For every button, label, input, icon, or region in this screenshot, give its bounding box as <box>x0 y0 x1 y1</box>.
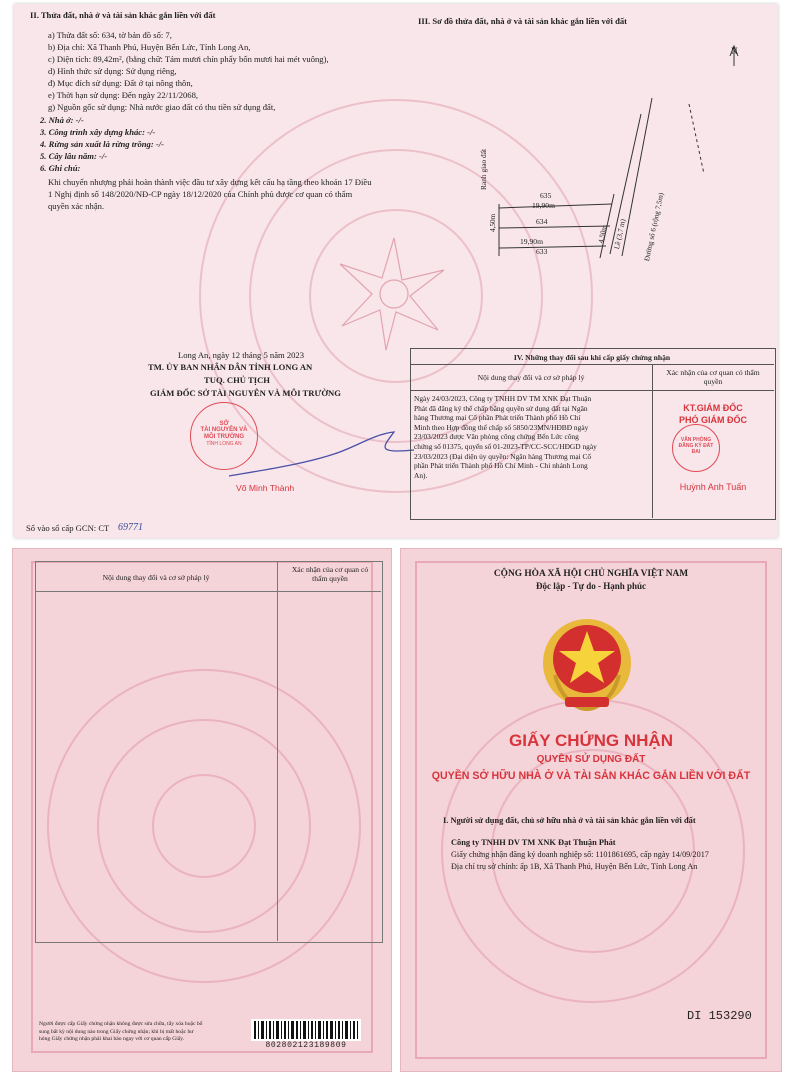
changes-table-empty <box>35 561 383 943</box>
notes-title: 6. Ghi chú: <box>40 163 81 173</box>
certificate-cover-page <box>400 548 782 1072</box>
left-width-label: 4,50m <box>489 213 497 232</box>
change-entry <box>414 394 652 480</box>
change-line: An). <box>414 470 428 480</box>
change-line: Ngày 24/03/2023, Công ty TNHH DV TM XNK Đạt Thuận <box>414 394 592 403</box>
office-seal-icon <box>672 424 720 472</box>
table-column-rule <box>277 561 278 941</box>
sign-role-2: GIÁM ĐỐC SỞ TÀI NGUYÊN VÀ MÔI TRƯỜNG <box>150 388 341 398</box>
serial-number: DI 153290 <box>687 1009 752 1023</box>
top-length-label: 19,90m <box>532 201 555 210</box>
sign-role: TUQ. CHỦ TỊCH <box>204 375 270 385</box>
notes-line-2: 1 Nghị định số 148/2020/NĐ-CP ngày 18/12/2020 của Chính phủ được cơ quan có thẩm <box>48 189 353 199</box>
star-pattern-icon <box>334 234 454 354</box>
change-line: Minh theo Hợp đồng thế chấp số 5850/23MN/HĐBĐ ngày <box>414 422 589 432</box>
footer-note-line: hỏng Giấy chứng nhận phải khai báo ngay với cơ quan cấp Giấy. <box>39 1036 185 1043</box>
lot-north-number: 635 <box>540 191 552 200</box>
change-line: phần Phát triển Thành phố Hồ Chí Minh - Chi nhánh Long <box>414 461 588 471</box>
office-seal-text: VĂN PHÒNG ĐĂNG KÝ ĐẤT ĐAI <box>678 437 714 455</box>
seal-bottom-text: TỈNH LONG AN <box>206 441 242 447</box>
signature-icon <box>224 424 424 484</box>
changes-title: IV. Những thay đổi sau khi cấp giấy chứng nhận <box>513 353 671 362</box>
certificate-back-page <box>12 548 392 1072</box>
confirm-title-1: KT.GIÁM ĐỐC <box>683 403 743 413</box>
parcel-line: a) Thửa đất số: 634, tờ bản đồ số: 7, <box>48 30 172 40</box>
sign-date: Long An, ngày 12 tháng 5 năm 2023 <box>178 350 305 360</box>
north-arrow-label: N <box>731 46 738 56</box>
verge-label: Lề (3,7 m) <box>612 218 628 250</box>
notes-line-1: Khi chuyển nhượng phải hoàn thành việc đầu tư xây dựng kết cấu hạ tầng theo khoản 17 Điều <box>48 177 372 187</box>
owner-name: Công ty TNHH DV TM XNK Đạt Thuận Phát <box>451 838 616 847</box>
change-line: 23/03/2023 (Đại diện ủy quyền: Ngân hàng Thương mại Cổ <box>414 451 592 461</box>
section-3-title: III. Sơ đồ thửa đất, nhà ở và tài sản khác gắn liền với đất <box>418 16 628 26</box>
confirm-title-2: PHÓ GIÁM ĐỐC <box>678 415 747 425</box>
change-line: chứng số 01375, quyển số 01-2023-TP/CC-SCC/HĐGD ngày <box>414 441 597 451</box>
address-line: b) Địa chỉ: Xã Thanh Phú, Huyện Bến Lức, Tỉnh Long An, <box>48 42 251 52</box>
registry-number: 69771 <box>118 522 143 533</box>
col-confirm-header: Xác nhận của cơ quan có thẩm quyền <box>291 565 369 584</box>
boundary-label: Ranh giao đất <box>479 148 488 190</box>
change-line: hàng Thương mại Cổ phần Phát triển Thành phố Hồ Chí <box>414 413 581 423</box>
area-line: c) Diện tích: 89,42m², (bằng chữ: Tám mươi chín phẩy bốn mươi hai mét vuông), <box>48 54 329 64</box>
use-form-line: d) Hình thức sử dụng: Sử dụng riêng, <box>48 66 177 76</box>
bottom-length-label: 19,90m <box>520 237 543 246</box>
section-1-title: I. Người sử dụng đất, chủ sở hữu nhà ở và tài sản khác gắn liền với đất <box>443 816 696 825</box>
nation-name: CỘNG HÒA XÃ HỘI CHỦ NGHĨA VIỆT NAM <box>493 569 689 579</box>
table-column-rule <box>652 364 653 518</box>
owner-license: Giấy chứng nhận đăng ký doanh nghiệp số: 1101861695, cấp ngày 14/09/2017 <box>451 850 709 859</box>
purpose-line: đ) Mục đích sử dụng: Đất ở tại nông thôn, <box>48 78 193 88</box>
col-content-header: Nội dung thay đổi và cơ sở pháp lý <box>477 373 585 382</box>
house-line: 2. Nhà ở: -/- <box>40 115 84 125</box>
construction-line: 3. Công trình xây dựng khác: -/- <box>40 127 156 137</box>
right-width-label: 4,50m <box>596 224 609 244</box>
confirm-name: Huỳnh Anh Tuấn <box>679 482 747 492</box>
forest-line: 4. Rừng sản xuất là rừng trồng: -/- <box>40 139 164 149</box>
lot-main-number: 634 <box>536 217 548 226</box>
certificate-inner-page <box>14 4 778 538</box>
section-2-title: II. Thửa đất, nhà ở và tài sản khác gắn liền với đất <box>30 10 216 20</box>
origin-line: g) Nguồn gốc sử dụng: Nhà nước giao đất có thu tiền sử dụng đất, <box>48 102 276 112</box>
signer-name: Võ Minh Thành <box>236 483 295 493</box>
table-rule <box>410 364 774 365</box>
sign-org: TM. ỦY BAN NHÂN DÂN TỈNH LONG AN <box>148 362 313 372</box>
certificate-subtitle-1: QUYỀN SỬ DỤNG ĐẤT <box>536 754 646 765</box>
registry-label: Số vào sổ cấp GCN: CT <box>26 523 110 533</box>
certificate-subtitle-2: QUYỀN SỞ HỮU NHÀ Ở VÀ TÀI SẢN KHÁC GẮN LIỀN VỚI ĐẤT <box>431 770 751 782</box>
barcode-icon <box>251 1019 361 1041</box>
barcode-number: 802802123189809 <box>265 1041 347 1050</box>
col-content-header: Nội dung thay đổi và cơ sở pháp lý <box>102 573 210 582</box>
change-line: 23/03/2023 được Văn phòng công chứng Bến Lức công <box>414 432 579 442</box>
lot-south-number: 633 <box>536 247 548 256</box>
notes-line-3: quyền xác nhận. <box>48 201 105 211</box>
national-emblem-icon <box>537 613 637 717</box>
table-rule <box>410 390 774 391</box>
national-motto: Độc lập - Tự do - Hạnh phúc <box>535 581 646 591</box>
seal-top-text: SỞ <box>219 421 229 427</box>
change-line: Phát đã đăng ký thế chấp bằng quyền sử dụng đất tại Ngân <box>414 403 588 413</box>
seal-mid-text: TÀI NGUYÊN VÀ MÔI TRƯỜNG <box>200 427 248 440</box>
perennial-line: 5. Cây lâu năm: -/- <box>40 151 108 161</box>
term-line: e) Thời hạn sử dụng: Đến ngày 22/11/2068, <box>48 90 199 100</box>
footer-note-line: sung bất kỳ nội dung nào trong Giấy chứng nhận; khi bị mất hoặc hư <box>39 1028 194 1035</box>
footer-note <box>39 1021 249 1044</box>
road-label: Đường số 6 (rộng 7,5m) <box>642 191 666 262</box>
owner-address: Địa chỉ trụ sở chính: ấp 1B, Xã Thanh Phú, Huyện Bến Lức, Tỉnh Long An <box>451 862 698 871</box>
certificate-title: GIẤY CHỨNG NHẬN <box>509 731 673 750</box>
table-rule <box>35 591 381 592</box>
col-confirm-header: Xác nhận của cơ quan có thẩm quyền <box>666 368 760 387</box>
footer-note-line: Người được cấp Giấy chứng nhận không được sửa chữa, tẩy xóa hoặc bổ <box>39 1021 203 1027</box>
